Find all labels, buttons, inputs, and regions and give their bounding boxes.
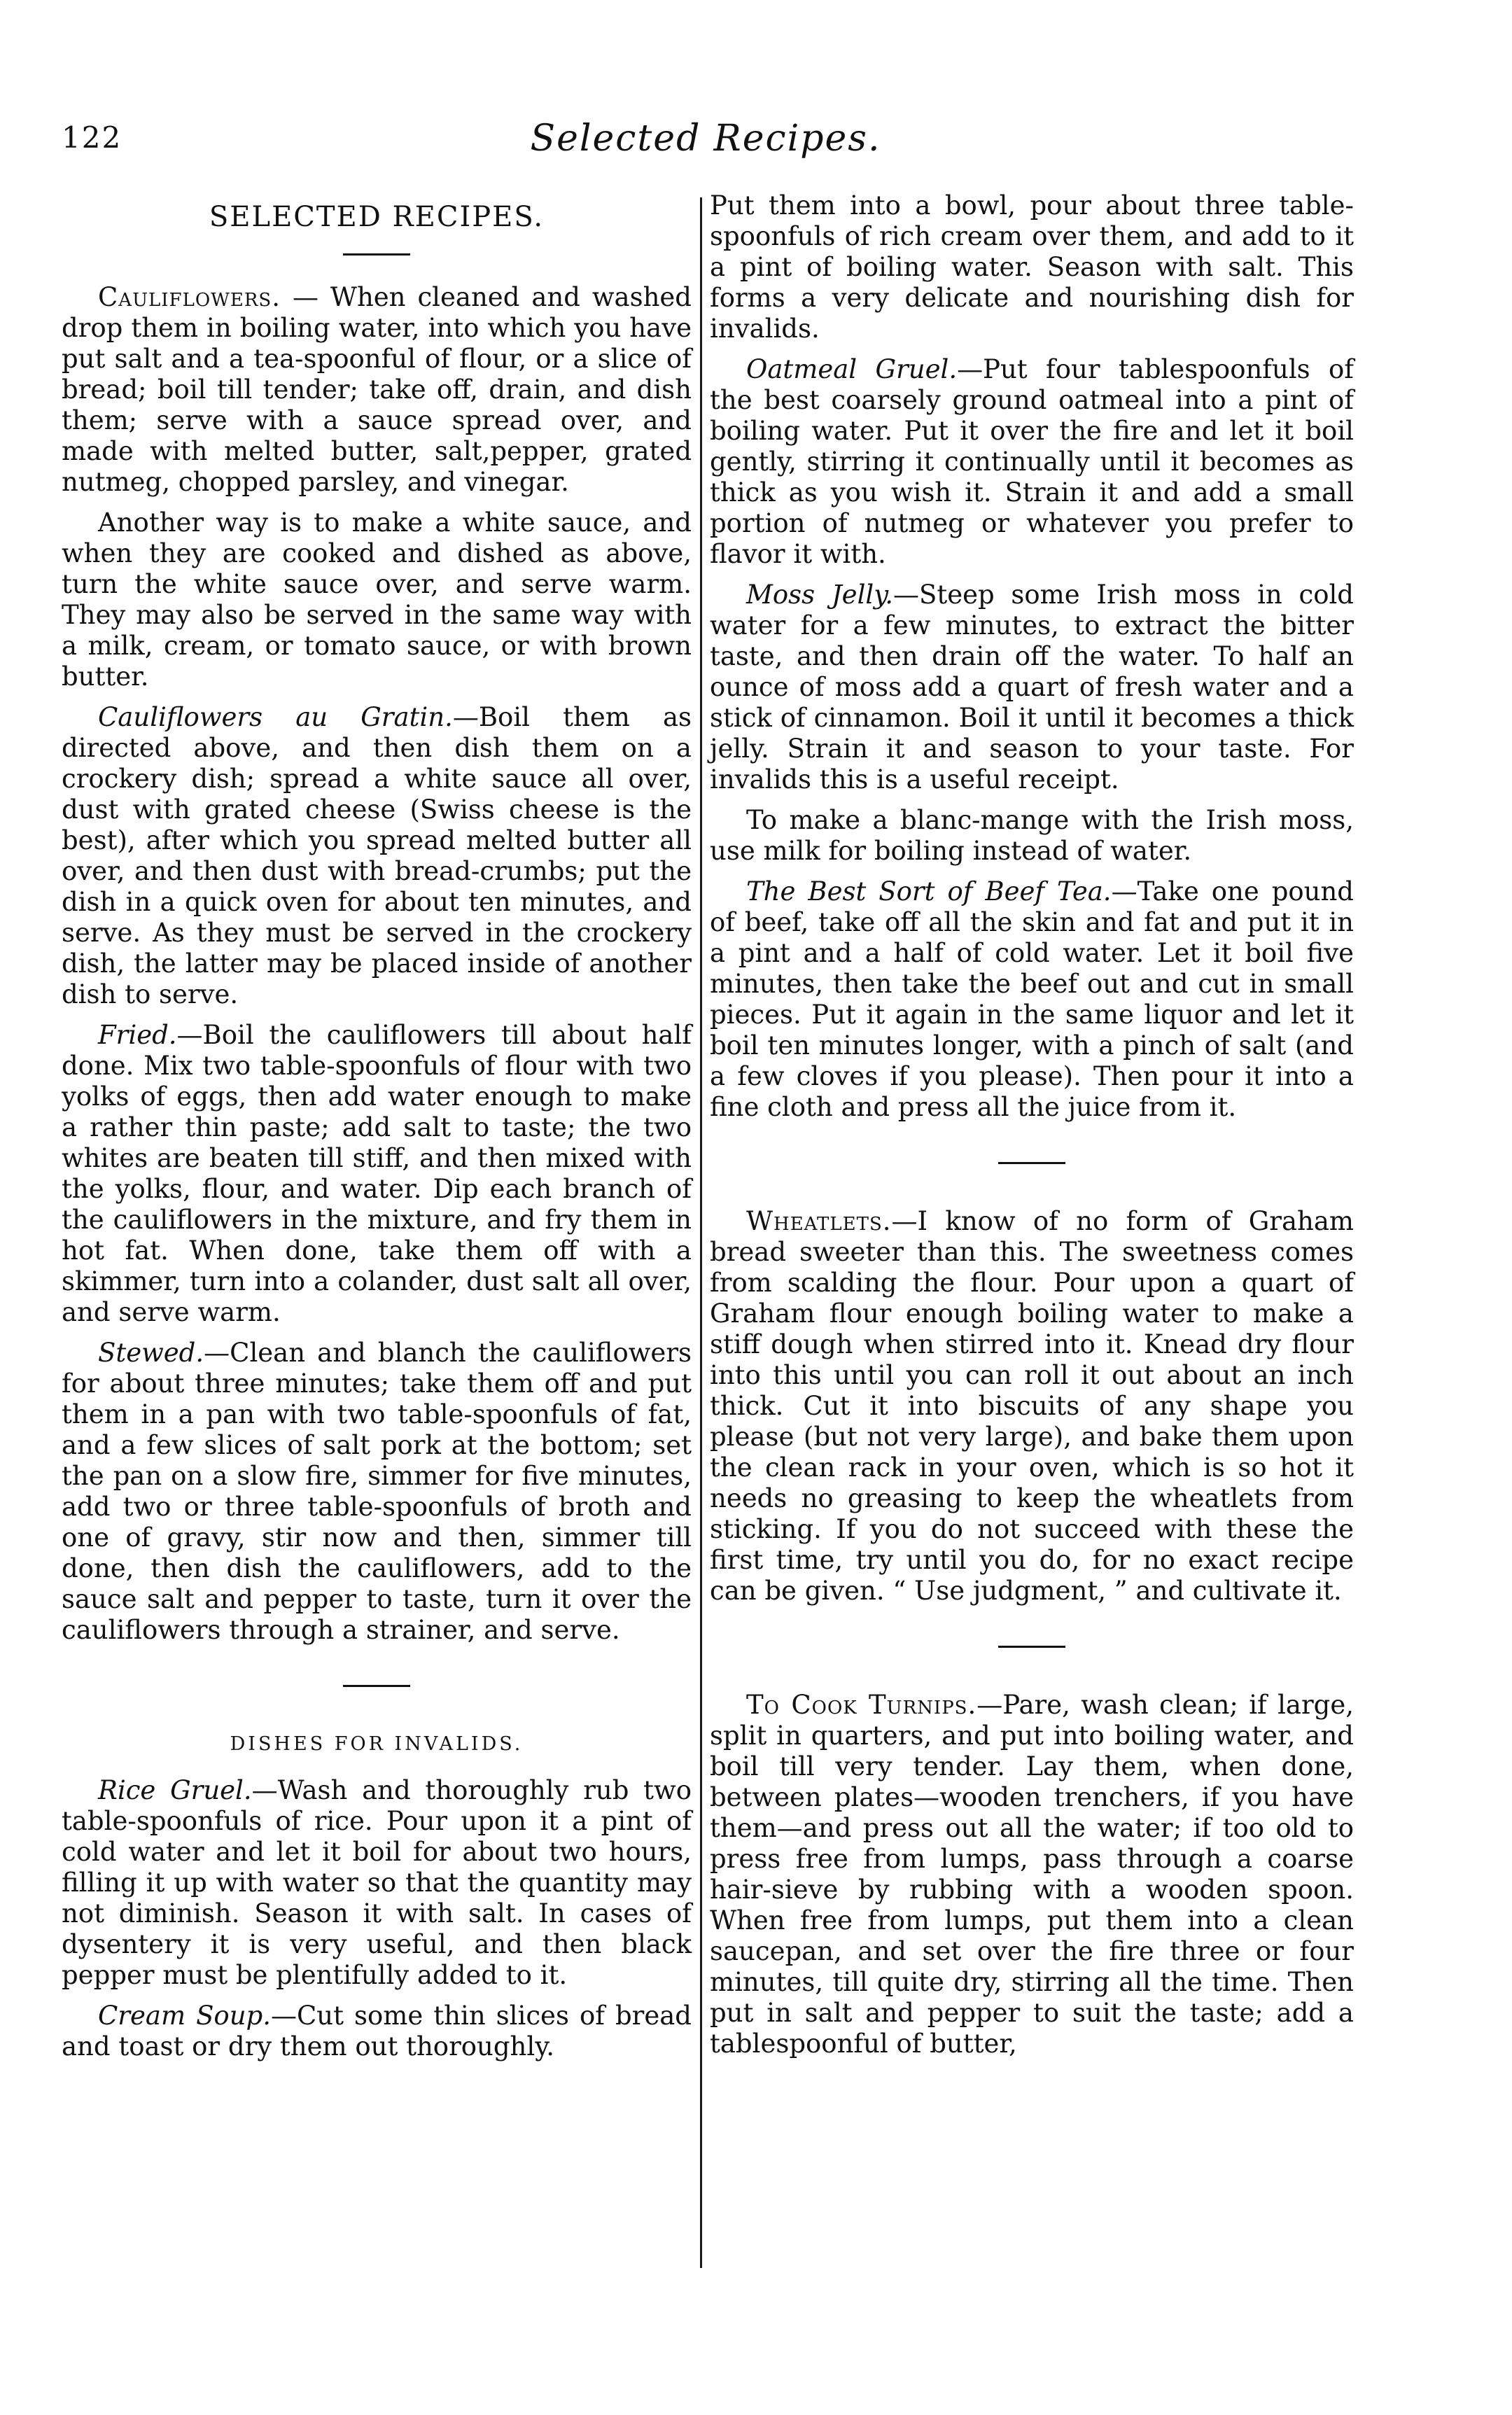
- recipe-title: Moss Jelly.: [746, 580, 893, 610]
- recipe-title: Rice Gruel.: [98, 1775, 252, 1805]
- recipe-beef-tea: [710, 876, 1354, 1123]
- running-head-word-2: Recipes.: [713, 118, 881, 160]
- recipe-cauliflowers: [62, 282, 692, 498]
- title-rule: [343, 253, 410, 255]
- recipe-title: Cream Soup.: [98, 2001, 271, 2031]
- left-column: [62, 190, 692, 2072]
- section-rule: [998, 1162, 1065, 1164]
- recipe-title: Cauliflowers au Gratin.: [98, 702, 453, 732]
- recipe-text: — When cleaned and washed drop them in boiling water, into which you have put salt and a tea-spoonful of flour, or a slice of bread; boil till tender; take off, drain, and dish them; serve with a sauce spread over, and made with melted butter, salt,pepper, grated nutmeg, chopped parsley, and vinegar.: [62, 282, 692, 497]
- recipe-blanc-mange: To make a blanc-mange with the Irish moss, use milk for boiling instead of water.: [710, 805, 1354, 866]
- recipe-another-way: Another way is to make a white sauce, and when they are cooked and dished as above, turn the white sauce over, and serve warm. They may also be served in the same way with a milk, cream, or tomato sauce, or with brown butter.: [62, 507, 692, 692]
- recipe-cream-soup: [62, 2001, 692, 2062]
- recipe-lead: Cauliflowers.: [98, 282, 281, 312]
- recipe-fried: [62, 1020, 692, 1328]
- recipe-lead: To Cook Turnips.: [746, 1690, 977, 1720]
- section-title: SELECTED RECIPES.: [209, 201, 545, 233]
- recipe-text: —Boil the cauliflowers till about half done. Mix two table-spoonfuls of flour with two yolks of eggs, then add water enough to make a rather thin paste; add salt to taste; the two whites are beaten till stiff, and then mixed with the yolks, flour, and water. Dip each branch of the cauliflowers in the mixture, and fry them in hot fat. When done, take them off with a skimmer, turn into a colander, dust salt all over, and serve warm.: [62, 1020, 692, 1327]
- subsection-title: DISHES FOR INVALIDS.: [230, 1733, 524, 1755]
- recipe-stewed: [62, 1338, 692, 1646]
- recipe-text: —Cut some thin slices of bread and toast or dry them out thoroughly.: [62, 2001, 692, 2062]
- recipe-title: Stewed.: [98, 1338, 204, 1368]
- recipe-turnips: [710, 1690, 1354, 2059]
- recipe-cream-soup-continued: Put them into a bowl, pour about three table-spoonfuls of rich cream over them, and add to it a pint of boiling water. Season with salt. This forms a very delicate and nourishing dish for invalids.: [710, 190, 1354, 344]
- recipe-title: Fried.: [98, 1020, 177, 1050]
- recipe-title: Oatmeal Gruel.: [746, 354, 958, 384]
- recipe-text: —Pare, wash clean; if large, split in quarters, and put into boiling water, and boil till very tender. Lay them, when done, between plates—wooden trenchers, if you have them—and press out all the water; if too old to press free from lumps, pass through a coarse hair-sieve by rubbing with a wooden spoon. When free from lumps, put them into a clean saucepan, and set over the fire three or four minutes, till quite dry, stirring all the time. Then put in salt and pepper to suit the taste; add a tablespoonful of butter,: [710, 1690, 1354, 2059]
- page-number: 122: [62, 120, 122, 155]
- running-head-word-1: Selected: [530, 118, 701, 160]
- recipe-wheatlets: [710, 1206, 1354, 1606]
- recipe-text: —Boil them as directed above, and then dish them on a crockery dish; spread a white sauce all over, dust with grated cheese (Swiss cheese is the best), after which you spread melted butter all over, and then dust with bread-crumbs; put the dish in a quick oven for about ten minutes, and serve. As they must be served in the crockery dish, the latter may be placed inside of another dish to serve.: [62, 702, 692, 1009]
- recipe-au-gratin: [62, 702, 692, 1010]
- recipe-text: —Take one pound of beef, take off all the skin and fat and put it in a pint and a half of cold water. Let it boil five minutes, then take the beef out and cut in small pieces. Put it again in the same liquor and let it boil ten minutes longer, with a pinch of salt (and a few cloves if you please). Then pour it into a fine cloth and press all the juice from it.: [710, 876, 1354, 1122]
- column-divider: [700, 197, 702, 2268]
- recipe-text: —Wash and thoroughly rub two table-spoonfuls of rice. Pour upon it a pint of cold water and let it boil for about two hours, filling it up with water so that the quantity may not diminish. Season it with salt. In cases of dysentery it is very useful, and then black pepper must be plentifully added to it.: [62, 1775, 692, 1990]
- recipe-text: —Steep some Irish moss in cold water for a few minutes, to extract the bitter taste, and then drain off the water. To half an ounce of moss add a quart of fresh water and a stick of cinnamon. Boil it until it becomes a thick jelly. Strain it and season to your taste. For invalids this is a useful receipt.: [710, 580, 1354, 794]
- recipe-text: —Clean and blanch the cauliflowers for about three minutes; take them off and put them in a pan with two table-spoonfuls of fat, and a few slices of salt pork at the bottom; set the pan on a slow fire, simmer for five minutes, add two or three table-spoonfuls of broth and one of gravy, stir now and then, simmer till done, then dish the cauliflowers, add to the sauce salt and pepper to taste, turn it over the cauliflowers through a strainer, and serve.: [62, 1338, 692, 1645]
- recipe-title: The Best Sort of Beef Tea.: [746, 876, 1112, 906]
- page-header: [62, 118, 1350, 174]
- recipe-text: —I know of no form of Graham bread sweeter than this. The sweetness comes from scalding the flour. Pour upon a quart of Graham flour enough boiling water to make a stiff dough when stirred into it. Knead dry flour into this until you can roll it out about an inch thick. Cut it into biscuits of any shape you please (but not very large), and bake them upon the clean rack in your oven, which is so hot it needs no greasing to keep the wheatlets from sticking. If you do not succeed with these the first time, try until you do, for no exact recipe can be given. “ Use judgment, ” and cultivate it.: [710, 1206, 1354, 1606]
- recipe-rice-gruel: [62, 1775, 692, 1991]
- recipe-moss-jelly: [710, 580, 1354, 795]
- right-column: [710, 190, 1354, 2069]
- section-rule: [998, 1646, 1065, 1648]
- section-rule: [343, 1685, 410, 1687]
- recipe-text: —Put four tablespoonfuls of the best coarsely ground oatmeal into a pint of boiling water. Put it over the fire and let it boil gently, stirring it continually until it becomes as thick as you wish it. Strain it and add a small portion of nutmeg or whatever you prefer to flavor it with.: [710, 354, 1354, 569]
- recipe-lead: Wheatlets.: [746, 1206, 892, 1236]
- running-head: [62, 118, 1350, 160]
- recipe-oatmeal-gruel: [710, 354, 1354, 570]
